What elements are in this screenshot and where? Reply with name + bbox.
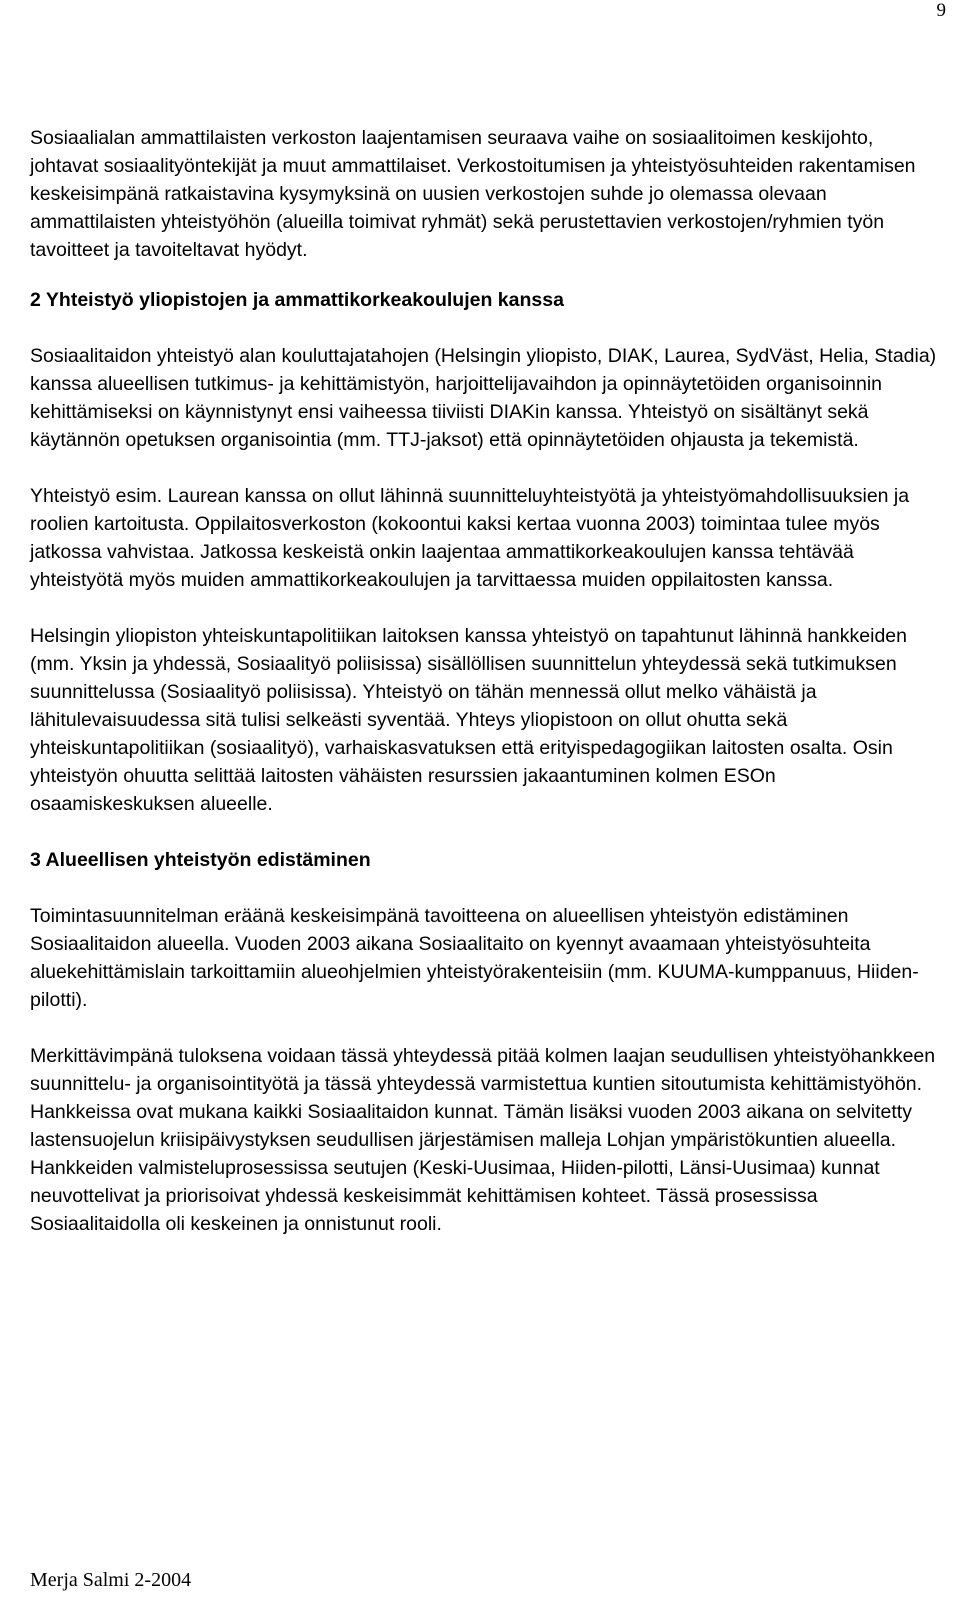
footer-author: Merja Salmi 2-2004 bbox=[30, 1569, 192, 1591]
section-heading-university-cooperation: 2 Yhteistyö yliopistojen ja ammattikorkeakoulujen kanssa bbox=[30, 289, 564, 311]
page-number: 9 bbox=[936, 0, 946, 21]
paragraph-laurea-cooperation: Yhteistyö esim. Laurean kanssa on ollut lähinnä suunnitteluyhteistyötä ja yhteistyömahdollisuuksien ja roolien kartoitusta. Oppilaitosverkoston (kokoontui kaksi kertaa vuonna 2003) toimintaa tulee myös jatkossa vahvistaa. Jatkossa keskeistä onkin laajentaa ammattikorkeakoulujen kanssa tehtävää yhteistyötä myös muiden ammattikorkeakoulujen ja tarvittaessa muiden oppilaitosten kanssa. bbox=[30, 485, 910, 591]
paragraph-network-expansion: Sosiaalialan ammattilaisten verkoston laajentamisen seuraava vaihe on sosiaalitoimen keskijohto, johtavat sosiaalityöntekijät ja muut ammattilaiset. Verkostoitumisen ja yhteistyösuhteiden rakentamisen keskeisimpänä ratkaistavina kysymyksinä on uusien verkostojen suhde jo olemassa olevaan ammattilaisten yhteistyöhön (alueilla toimivat ryhmät) sekä perustettavien verkostojen/ryhmien työn tavoitteet ja tavoiteltavat hyödyt. bbox=[30, 127, 916, 261]
paragraph-regional-goals: Toimintasuunnitelman eräänä keskeisimpänä tavoitteena on alueellisen yhteistyön edistäminen Sosiaalitaidon alueella. Vuoden 2003 aikana Sosiaalitaito on kyennyt avaamaan yhteistyösuhteita aluekehittämislain tarkoittamiin alueohjelmien yhteistyörakenteisiin (mm. KUUMA-kumppanuus, Hiiden-pilotti). bbox=[30, 905, 919, 1011]
document-body bbox=[30, 124, 945, 1266]
paragraph-training-cooperation: Sosiaalitaidon yhteistyö alan kouluttajatahojen (Helsingin yliopisto, DIAK, Laurea, SydVäst, Helia, Stadia) kanssa alueellisen tutkimus- ja kehittämistyön, harjoittelijavaihdon ja opinnäytetöiden organisoinnin kehittämiseksi on käynnistynyt ensi vaiheessa tiiviisti DIAKin kanssa. Yhteistyö on sisältänyt sekä käytännön opetuksen organisointia (mm. TTJ-jaksot) että opinnäytetöiden ohjausta ja tekemistä. bbox=[30, 345, 937, 451]
paragraph-results: Merkittävimpänä tuloksena voidaan tässä yhteydessä pitää kolmen laajan seudullisen yhteistyöhankkeen suunnittelu- ja organisointityötä ja tässä yhteydessä varmistettua kuntien sitoutumista kehittämistyöhön. Hankkeissa ovat mukana kaikki Sosiaalitaidon kunnat. Tämän lisäksi vuoden 2003 aikana on selvitetty lastensuojelun kriisipäivystyksen seudullisen järjestämisen malleja Lohjan ympäristökuntien alueella. Hankkeiden valmisteluprosessissa seutujen (Keski-Uusimaa, Hiiden-pilotti, Länsi-Uusimaa) kunnat neuvottelivat ja priorisoivat yhdessä keskeisimmät kehittämisen kohteet. Tässä prosessissa Sosiaalitaidolla oli keskeinen ja onnistunut rooli. bbox=[30, 1045, 936, 1235]
paragraph-helsinki-university: Helsingin yliopiston yhteiskuntapolitiikan laitoksen kanssa yhteistyö on tapahtunut lähinnä hankkeiden (mm. Yksin ja yhdessä, Sosiaalityö poliisissa) sisällöllisen suunnittelun yhteydessä sekä tutkimuksen suunnittelussa (Sosiaalityö poliisissa). Yhteistyö on tähän mennessä ollut melko vähäistä ja lähitulevaisuudessa sitä tulisi selkeästi syventää. Yhteys yliopistoon on ollut ohutta sekä yhteiskuntapolitiikan (sosiaalityö), varhaiskasvatuksen että erityispedagogiikan laitosten osalta. Osin yhteistyön ohuutta selittää laitosten vähäisten resurssien jakaantuminen kolmen ESOn osaamiskeskuksen alueelle. bbox=[30, 625, 907, 815]
section-heading-regional-cooperation: 3 Alueellisen yhteistyön edistäminen bbox=[30, 849, 371, 871]
